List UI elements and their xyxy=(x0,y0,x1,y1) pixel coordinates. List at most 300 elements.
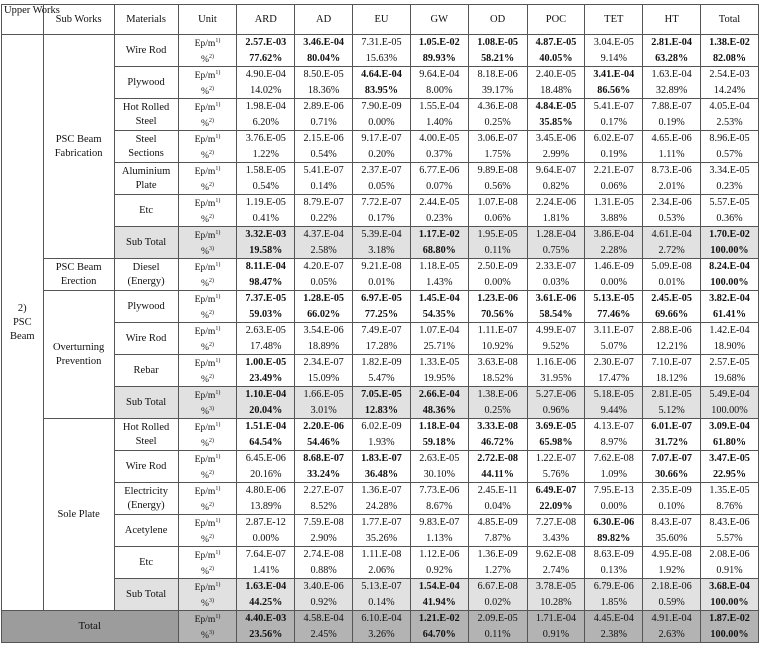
value-text: 7.27.E-08 xyxy=(535,517,577,529)
value-text: 3.68.E-04 xyxy=(709,581,750,593)
value-cell xyxy=(585,403,643,419)
value-cell xyxy=(585,563,643,579)
value-text: 2.58% xyxy=(310,244,337,256)
value-cell xyxy=(527,35,585,51)
value-cell xyxy=(410,483,468,499)
value-cell xyxy=(295,467,353,483)
value-cell xyxy=(295,243,353,259)
unit-ep: $Ep/m^{1)}$ xyxy=(178,419,237,435)
value-text: 2.74% xyxy=(542,564,570,576)
value-cell xyxy=(237,563,295,579)
value-cell xyxy=(585,259,643,275)
value-cell xyxy=(527,499,585,515)
header-col-total: Total xyxy=(701,5,759,35)
value-text: 12.83% xyxy=(364,404,399,416)
value-cell xyxy=(585,515,643,531)
value-text: 3.54.E-06 xyxy=(303,325,344,337)
unit-ep: $Ep/m^{1)}$ xyxy=(178,323,237,339)
value-text: 0.53% xyxy=(658,212,685,224)
value-cell xyxy=(295,547,353,563)
value-text: 2.99% xyxy=(542,148,570,160)
value-cell xyxy=(353,483,411,499)
value-text: 77.62% xyxy=(249,52,283,64)
unit-pct: %$^{2)}$ xyxy=(178,147,237,163)
value-cell xyxy=(410,467,468,483)
value-cell xyxy=(410,371,468,387)
value-text: 8.43.E-07 xyxy=(651,517,692,529)
header-col-tet: TET xyxy=(585,5,643,35)
value-cell xyxy=(527,323,585,339)
value-cell xyxy=(701,179,759,195)
value-text: 7.31.E-05 xyxy=(361,37,402,49)
value-cell xyxy=(585,307,643,323)
unit-pct: %$^{2)}$ xyxy=(178,371,237,387)
value-text: 4.58.E-04 xyxy=(303,613,344,625)
value-text: 1.63.E-04 xyxy=(245,581,287,593)
unit-ep: $Ep/m^{1)}$ xyxy=(178,611,237,627)
value-cell xyxy=(237,323,295,339)
value-text: 7.73.E-06 xyxy=(419,485,460,497)
sub-works-label xyxy=(43,35,114,259)
value-text: 6.49.E-07 xyxy=(535,485,577,497)
value-cell xyxy=(353,51,411,67)
value-text: 0.25% xyxy=(484,116,511,128)
value-text: 1.11.E-08 xyxy=(361,549,402,561)
value-text: 100.00% xyxy=(710,244,749,256)
value-text: 4.90.E-04 xyxy=(245,69,286,81)
value-cell xyxy=(353,227,411,243)
value-cell xyxy=(527,403,585,419)
value-text: 1.38.E-02 xyxy=(709,37,750,49)
value-cell xyxy=(295,227,353,243)
value-cell xyxy=(468,611,527,627)
value-cell xyxy=(468,387,527,403)
value-text: 3.33.E-08 xyxy=(477,421,518,433)
value-cell xyxy=(353,499,411,515)
value-text: 0.37% xyxy=(426,148,453,160)
value-cell xyxy=(468,339,527,355)
value-text: 0.07% xyxy=(426,180,453,192)
value-cell xyxy=(410,179,468,195)
value-text: 98.47% xyxy=(249,276,283,288)
value-text: 2.72% xyxy=(658,244,685,256)
value-cell xyxy=(295,611,353,627)
value-cell xyxy=(353,67,411,83)
value-cell xyxy=(585,483,643,499)
value-text: 2.87.E-12 xyxy=(245,517,286,529)
value-cell xyxy=(701,451,759,467)
value-cell xyxy=(468,179,527,195)
value-cell xyxy=(643,483,701,499)
value-text: 30.10% xyxy=(423,468,455,480)
value-text: 61.80% xyxy=(712,436,747,448)
header-col-ad: AD xyxy=(295,5,353,35)
value-cell xyxy=(468,627,527,643)
value-cell xyxy=(237,387,295,403)
value-cell xyxy=(701,355,759,371)
value-text: 2.30.E-07 xyxy=(593,357,634,369)
value-cell xyxy=(353,179,411,195)
value-cell xyxy=(527,355,585,371)
value-cell xyxy=(353,579,411,595)
value-text: 2.50.E-09 xyxy=(477,261,518,273)
value-cell xyxy=(643,323,701,339)
value-cell xyxy=(237,67,295,83)
value-cell xyxy=(468,195,527,211)
unit-ep: $Ep/m^{1)}$ xyxy=(178,355,237,371)
value-cell xyxy=(527,51,585,67)
value-cell xyxy=(643,51,701,67)
value-cell xyxy=(701,435,759,451)
value-text: 0.20% xyxy=(368,148,395,160)
value-cell xyxy=(527,227,585,243)
value-cell xyxy=(527,147,585,163)
value-text: 23.56% xyxy=(249,628,283,640)
value-text: 0.96% xyxy=(542,404,570,416)
value-text: 0.01% xyxy=(658,276,685,288)
cell-text-line: Sub Total xyxy=(125,396,167,408)
value-text: 1.21.E-02 xyxy=(418,613,460,625)
value-cell xyxy=(295,83,353,99)
value-cell xyxy=(237,147,295,163)
value-text: 4.95.E-08 xyxy=(651,549,692,561)
grand-total-row xyxy=(2,611,759,627)
value-text: 6.97.E-05 xyxy=(361,293,402,305)
value-cell xyxy=(585,451,643,467)
value-cell xyxy=(353,611,411,627)
value-text: 4.05.E-04 xyxy=(709,101,750,113)
value-cell xyxy=(643,563,701,579)
material-label xyxy=(114,259,178,291)
value-text: 2.45.E-11 xyxy=(477,485,518,497)
value-text: 1.13% xyxy=(426,532,453,544)
unit-ep: $Ep/m^{1)}$ xyxy=(178,99,237,115)
material-row xyxy=(2,355,759,371)
value-text: 0.10% xyxy=(658,500,685,512)
value-text: 4.87.E-05 xyxy=(535,37,577,49)
value-cell xyxy=(295,131,353,147)
value-text: 7.95.E-13 xyxy=(593,485,634,497)
value-cell xyxy=(410,595,468,611)
material-label xyxy=(114,163,178,195)
value-text: 9.17.E-07 xyxy=(361,133,402,145)
value-cell xyxy=(295,451,353,467)
value-cell xyxy=(295,435,353,451)
value-cell xyxy=(701,547,759,563)
value-text: 2.21.E-07 xyxy=(593,165,634,177)
value-cell xyxy=(468,451,527,467)
value-text: 0.17% xyxy=(368,212,395,224)
value-text: 1.08.E-05 xyxy=(477,37,518,49)
value-text: 8.43.E-06 xyxy=(709,517,750,529)
value-cell xyxy=(585,611,643,627)
value-cell xyxy=(701,419,759,435)
value-cell xyxy=(468,259,527,275)
value-cell xyxy=(295,499,353,515)
value-text: 1.28.E-05 xyxy=(303,293,344,305)
value-cell xyxy=(353,211,411,227)
unit-ep: $Ep/m^{1)}$ xyxy=(178,483,237,499)
value-cell xyxy=(701,67,759,83)
value-text: 100.00% xyxy=(710,596,749,608)
value-text: 0.17% xyxy=(600,116,627,128)
header-col-od: OD xyxy=(468,5,527,35)
value-cell xyxy=(643,179,701,195)
value-cell xyxy=(701,291,759,307)
value-cell xyxy=(410,435,468,451)
value-text: 1.41% xyxy=(252,564,279,576)
value-text: 0.19% xyxy=(600,148,627,160)
unit-pct: %$^{2)}$ xyxy=(178,115,237,131)
value-text: 17.28% xyxy=(365,340,398,352)
value-cell xyxy=(527,547,585,563)
value-text: 0.75% xyxy=(542,244,570,256)
value-cell xyxy=(701,563,759,579)
value-cell xyxy=(585,467,643,483)
value-text: 1.09% xyxy=(600,468,627,480)
value-cell xyxy=(295,403,353,419)
value-cell xyxy=(527,291,585,307)
value-cell xyxy=(643,419,701,435)
value-text: 2.28% xyxy=(600,244,627,256)
value-text: 4.84.E-05 xyxy=(535,101,577,113)
value-cell xyxy=(468,291,527,307)
value-text: 9.64.E-07 xyxy=(535,165,577,177)
value-text: 0.05% xyxy=(368,180,395,192)
value-cell xyxy=(701,35,759,51)
value-cell xyxy=(527,595,585,611)
cell-text-line: Acetylene xyxy=(124,524,168,536)
cell-text-line: Wire Rod xyxy=(125,460,167,472)
value-cell xyxy=(468,515,527,531)
value-text: 100.00% xyxy=(710,276,749,288)
value-text: 7.10.E-07 xyxy=(651,357,692,369)
value-cell xyxy=(643,211,701,227)
value-cell xyxy=(353,163,411,179)
value-cell xyxy=(585,275,643,291)
value-text: 4.85.E-09 xyxy=(477,517,518,529)
sub-works-label xyxy=(43,291,114,419)
value-text: 2.27.E-07 xyxy=(303,485,344,497)
value-text: 8.97% xyxy=(600,436,627,448)
value-text: 1.63.E-04 xyxy=(651,69,692,81)
value-text: 5.12% xyxy=(658,404,685,416)
value-text: 6.30.E-06 xyxy=(593,517,635,529)
value-cell xyxy=(701,115,759,131)
value-text: 1.85% xyxy=(600,596,627,608)
value-cell xyxy=(353,435,411,451)
value-cell xyxy=(701,515,759,531)
value-cell xyxy=(353,291,411,307)
value-text: 69.66% xyxy=(655,308,689,320)
value-text: 100.00% xyxy=(711,404,748,416)
value-text: 2.34.E-06 xyxy=(651,197,692,209)
value-text: 0.71% xyxy=(310,116,337,128)
value-cell xyxy=(701,339,759,355)
value-cell xyxy=(237,515,295,531)
value-text: 0.22% xyxy=(310,212,337,224)
value-text: 3.47.E-05 xyxy=(709,453,750,465)
value-text: 2.34.E-07 xyxy=(303,357,344,369)
value-text: 3.01% xyxy=(310,404,337,416)
value-cell xyxy=(585,51,643,67)
value-cell xyxy=(237,355,295,371)
value-text: 68.80% xyxy=(422,244,456,256)
value-cell xyxy=(295,355,353,371)
value-cell xyxy=(468,547,527,563)
material-row xyxy=(2,99,759,115)
value-cell xyxy=(410,387,468,403)
value-text: 6.02.E-09 xyxy=(361,421,402,433)
value-cell xyxy=(643,595,701,611)
material-row xyxy=(2,35,759,51)
value-text: 1.43% xyxy=(426,276,453,288)
value-text: 58.54% xyxy=(539,308,573,320)
value-cell xyxy=(237,403,295,419)
unit-pct: %$^{2)}$ xyxy=(178,435,237,451)
value-cell xyxy=(353,387,411,403)
value-text: 18.48% xyxy=(540,84,572,96)
value-cell xyxy=(643,147,701,163)
value-text: 18.52% xyxy=(481,372,514,384)
value-cell xyxy=(353,275,411,291)
value-text: 44.11% xyxy=(481,468,514,480)
value-text: 2.63.E-05 xyxy=(245,325,286,337)
value-cell xyxy=(468,163,527,179)
material-label xyxy=(114,131,178,163)
cell-text-line: Wire Rod xyxy=(125,332,167,344)
cell-text-line: Beam xyxy=(10,330,35,342)
value-cell xyxy=(237,595,295,611)
value-cell xyxy=(643,355,701,371)
cell-text-line: Steel xyxy=(135,115,157,127)
value-text: 2.81.E-04 xyxy=(651,37,692,49)
value-text: 1.95.E-05 xyxy=(477,229,518,241)
value-cell xyxy=(468,275,527,291)
cell-text-line: Wire Rod xyxy=(125,44,167,56)
value-cell xyxy=(237,611,295,627)
material-label xyxy=(114,451,178,483)
value-text: 7.05.E-05 xyxy=(361,389,402,401)
material-row xyxy=(2,131,759,147)
value-cell xyxy=(468,483,527,499)
material-row xyxy=(2,163,759,179)
value-cell xyxy=(701,99,759,115)
value-text: 6.02.E-07 xyxy=(593,133,634,145)
value-text: 32.89% xyxy=(655,84,688,96)
value-cell xyxy=(295,307,353,323)
unit-pct: %$^{3)}$ xyxy=(178,627,237,643)
value-text: 3.41.E-04 xyxy=(593,69,635,81)
value-cell xyxy=(527,163,585,179)
cell-text-line: Hot Rolled xyxy=(122,421,170,433)
value-text: 0.57% xyxy=(716,148,743,160)
value-cell xyxy=(643,579,701,595)
value-text: 1.36.E-07 xyxy=(361,485,402,497)
value-text: 0.92% xyxy=(426,564,453,576)
value-text: 1.10.E-04 xyxy=(245,389,287,401)
value-cell xyxy=(353,419,411,435)
cell-text-line: PSC Beam xyxy=(55,133,102,145)
value-cell xyxy=(701,259,759,275)
value-text: 0.00% xyxy=(252,532,279,544)
value-text: 20.04% xyxy=(249,404,283,416)
value-text: 4.40.E-03 xyxy=(245,613,287,625)
value-cell xyxy=(585,131,643,147)
value-cell xyxy=(468,467,527,483)
value-text: 80.04% xyxy=(307,52,341,64)
material-row xyxy=(2,323,759,339)
value-text: 8.67% xyxy=(426,500,453,512)
unit-ep: $Ep/m^{1)}$ xyxy=(178,163,237,179)
value-text: 22.95% xyxy=(712,468,747,480)
value-cell xyxy=(237,579,295,595)
value-cell xyxy=(468,563,527,579)
value-cell xyxy=(585,147,643,163)
value-text: 2.74.E-08 xyxy=(303,549,344,561)
value-cell xyxy=(468,435,527,451)
value-cell xyxy=(643,35,701,51)
cell-text-line: Plywood xyxy=(127,76,165,88)
value-text: 4.45.E-04 xyxy=(593,613,634,625)
value-text: 2.38% xyxy=(600,628,627,640)
value-cell xyxy=(295,35,353,51)
unit-pct: %$^{2)}$ xyxy=(178,563,237,579)
value-cell xyxy=(527,627,585,643)
material-label xyxy=(114,515,178,547)
value-cell xyxy=(527,67,585,83)
value-cell xyxy=(295,99,353,115)
value-text: 2.89.E-06 xyxy=(303,101,344,113)
value-cell xyxy=(701,371,759,387)
value-cell xyxy=(295,579,353,595)
value-cell xyxy=(527,515,585,531)
value-text: 0.01% xyxy=(368,276,395,288)
value-text: 61.41% xyxy=(712,308,747,320)
value-text: 18.90% xyxy=(713,340,746,352)
value-text: 18.12% xyxy=(655,372,688,384)
value-text: 2.08.E-06 xyxy=(709,549,750,561)
value-cell xyxy=(410,307,468,323)
cell-text-line: Aluminium xyxy=(121,165,171,177)
value-text: 41.94% xyxy=(422,596,456,608)
value-cell xyxy=(701,483,759,499)
material-label xyxy=(114,355,178,387)
value-cell xyxy=(527,211,585,227)
unit-ep: $Ep/m^{1)}$ xyxy=(178,579,237,595)
header-col-ht: HT xyxy=(643,5,701,35)
unit-pct: %$^{2)}$ xyxy=(178,179,237,195)
value-cell xyxy=(643,499,701,515)
value-text: 46.72% xyxy=(481,436,515,448)
value-cell xyxy=(295,291,353,307)
value-text: 7.72.E-07 xyxy=(361,197,402,209)
value-cell xyxy=(585,83,643,99)
value-text: 1.93% xyxy=(368,436,395,448)
value-cell xyxy=(527,243,585,259)
value-text: 4.36.E-08 xyxy=(477,101,518,113)
value-cell xyxy=(410,451,468,467)
value-cell xyxy=(701,595,759,611)
value-text: 7.87% xyxy=(484,532,511,544)
value-text: 1.07.E-08 xyxy=(477,197,518,209)
value-cell xyxy=(353,99,411,115)
unit-pct: %$^{3)}$ xyxy=(178,243,237,259)
value-text: 2.53% xyxy=(716,116,743,128)
cell-text-line: Sections xyxy=(128,147,164,159)
value-cell xyxy=(353,403,411,419)
value-cell xyxy=(701,163,759,179)
